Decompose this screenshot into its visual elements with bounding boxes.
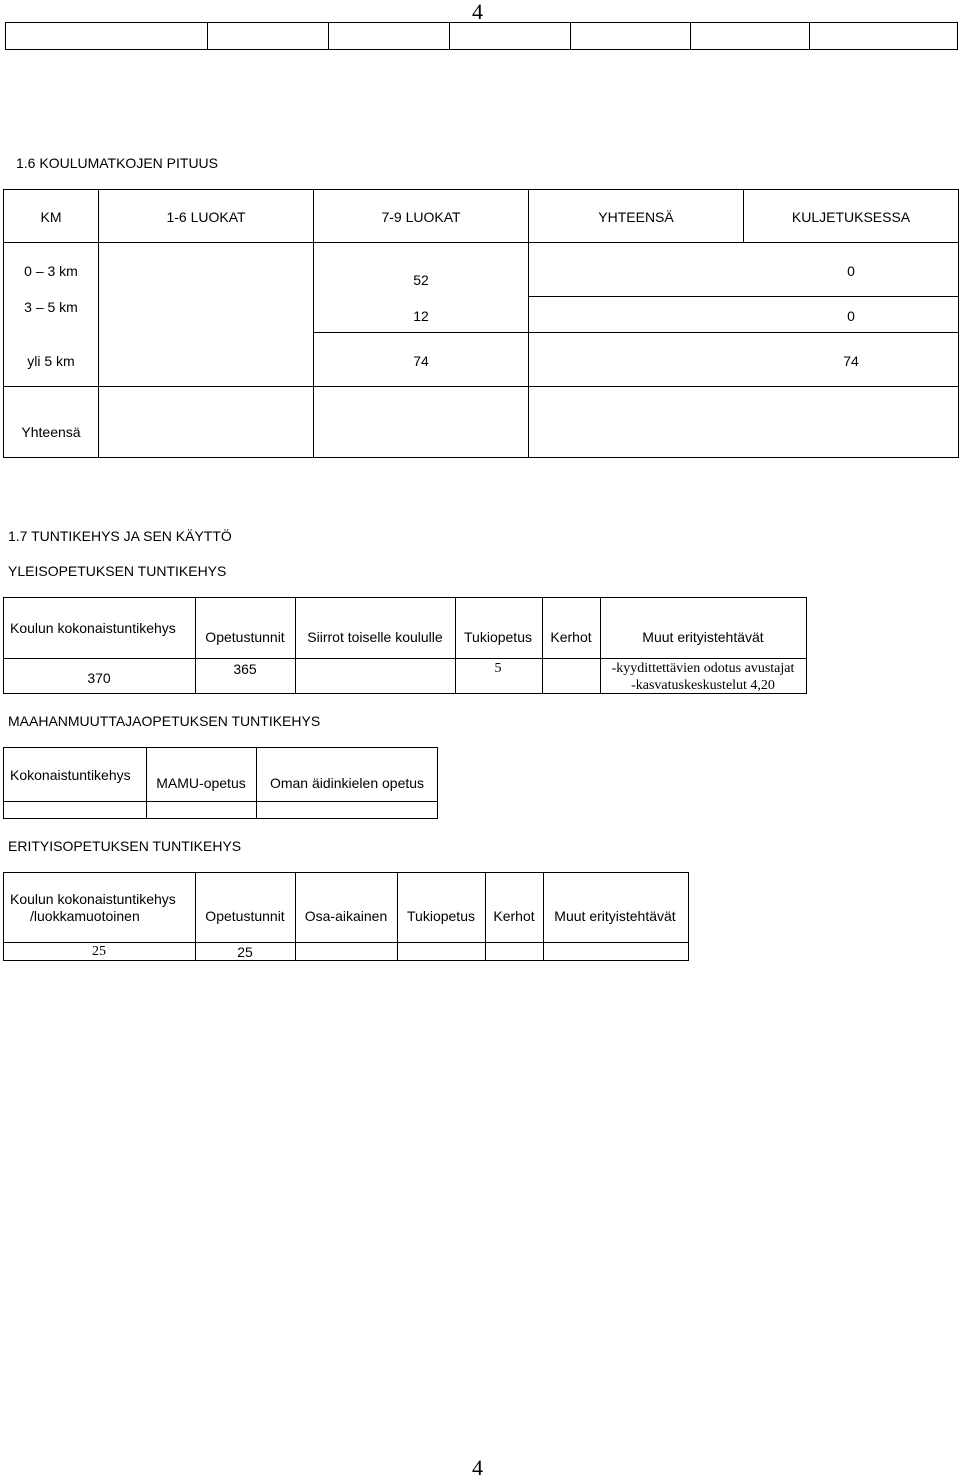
subheading-general-education: YLEISOPETUKSEN TUNTIKEHYS: [8, 563, 227, 579]
table-line: [195, 597, 196, 694]
header-table-divider: [449, 22, 450, 50]
cell-value: 74: [843, 353, 859, 369]
table-line: [543, 872, 544, 961]
subheading-special-education: ERITYISOPETUKSEN TUNTIKEHYS: [8, 838, 242, 854]
cell-teaching-hours: 365: [233, 661, 257, 677]
section-heading-lesson-frame: 1.7 TUNTIKEHYS JA SEN KÄYTTÖ: [8, 528, 232, 544]
header-table-divider: [570, 22, 571, 50]
column-header-teaching-hours: Opetustunnit: [205, 629, 285, 645]
table-line: [295, 597, 296, 694]
table-line: [256, 747, 257, 819]
table-line: [397, 872, 398, 961]
table-line: [295, 872, 296, 961]
page-number-bottom: 4: [472, 1455, 483, 1480]
column-header-transfers: Siirrot toiselle koululle: [307, 629, 443, 645]
table-line: [3, 942, 689, 943]
table-line: [542, 597, 543, 694]
column-header-other-duties: Muut erityistehtävät: [554, 908, 676, 924]
row-total: Yhteensä: [21, 424, 81, 440]
table-line: [146, 747, 147, 819]
table-line: [195, 872, 196, 961]
cell-value: 12: [413, 308, 429, 324]
cell-total-hours: 370: [87, 670, 111, 686]
table-line: [313, 332, 959, 333]
table-line: [455, 597, 456, 694]
column-header-mamu: MAMU-opetus: [156, 775, 246, 791]
table-line: [98, 189, 99, 458]
row-km-0-3: 0 – 3 km: [24, 263, 78, 279]
cell-clubs: 5: [494, 661, 502, 676]
table-line: [3, 386, 959, 387]
table-line: [528, 189, 529, 458]
table-line: [485, 872, 486, 961]
cell-value: 0: [847, 263, 855, 279]
header-table-divider: [207, 22, 208, 50]
cell-teaching-hours: 25: [237, 944, 253, 960]
column-header-school-total: Koulun kokonaistuntikehys: [10, 891, 176, 907]
section-heading-school-travel: 1.6 KOULUMATKOJEN PITUUS: [16, 155, 219, 171]
column-header-total-frame: Kokonaistuntikehys: [10, 767, 131, 783]
cell-other-duties-line1: -kyydittettävien odotus avustajat: [611, 661, 795, 676]
column-header-km: KM: [40, 209, 62, 225]
page-number-top: 4: [472, 0, 483, 24]
row-km-over-5: yli 5 km: [27, 353, 75, 369]
row-km-3-5: 3 – 5 km: [24, 299, 78, 315]
column-header-school-total: Koulun kokonaistuntikehys: [10, 620, 176, 636]
cell-other-duties-line2: -kasvatuskeskustelut 4,20: [631, 678, 775, 693]
table-line: [528, 296, 959, 297]
school-travel-table-border: [3, 189, 959, 458]
column-header-clubs: Kerhot: [493, 908, 535, 924]
column-header-part-time: Osa-aikainen: [304, 908, 388, 924]
column-header-grades-1-6: 1-6 LUOKAT: [166, 209, 246, 225]
cell-total-hours: 25: [92, 944, 106, 959]
table-line: [313, 189, 314, 458]
column-header-transported: KULJETUKSESSA: [791, 209, 911, 225]
header-table-divider: [328, 22, 329, 50]
header-table-divider: [809, 22, 810, 50]
column-header-grades-7-9: 7-9 LUOKAT: [381, 209, 461, 225]
header-table-divider: [690, 22, 691, 50]
column-header-support-teaching: Tukiopetus: [464, 629, 532, 645]
cell-value: 0: [847, 308, 855, 324]
subheading-immigrant-education: MAAHANMUUTTAJAOPETUKSEN TUNTIKEHYS: [8, 713, 321, 729]
column-header-total: YHTEENSÄ: [598, 209, 674, 225]
header-table-border: [5, 22, 958, 50]
cell-value: 52: [413, 272, 429, 288]
column-header-other-duties: Muut erityistehtävät: [642, 629, 764, 645]
column-header-class-based: /luokkamuotoinen: [30, 908, 140, 924]
cell-value: 74: [413, 353, 429, 369]
table-line: [3, 658, 807, 659]
table-line: [600, 597, 601, 694]
column-header-mother-tongue: Oman äidinkielen opetus: [269, 775, 425, 791]
column-header-support-teaching: Tukiopetus: [407, 908, 475, 924]
table-line: [743, 189, 744, 243]
table-line: [3, 242, 959, 243]
column-header-teaching-hours: Opetustunnit: [205, 908, 285, 924]
column-header-clubs: Kerhot: [550, 629, 592, 645]
table-line: [3, 801, 438, 802]
